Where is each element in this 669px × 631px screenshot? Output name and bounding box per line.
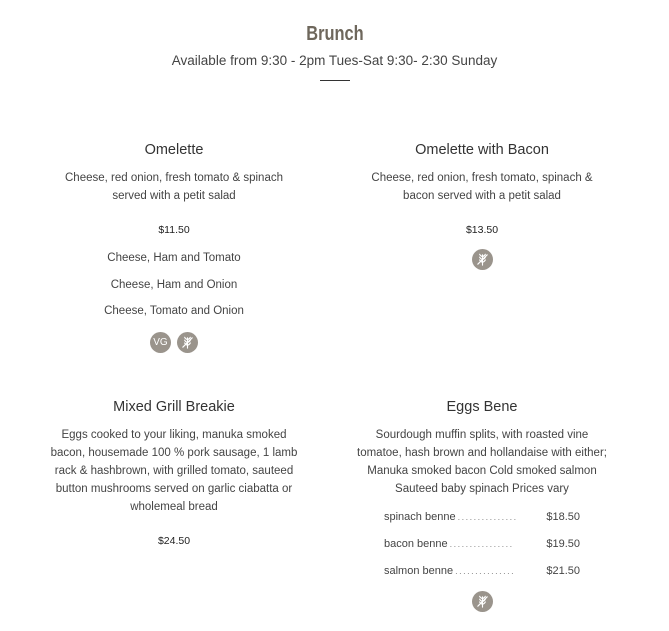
price-list <box>384 510 580 578</box>
menu-item-omelette <box>44 141 304 353</box>
menu-item-omelette-with-bacon <box>352 141 612 270</box>
divider <box>320 80 350 81</box>
price-row: spinach benne ............... $18.50 <box>384 511 580 523</box>
item-description: Eggs cooked to your liking, manuka smoked bacon, housemade 100 % pork sausage, 1 lamb rack & hashbrown, with grilled tomato, sauteed button mushrooms served on garlic ciabatta or wholemeal bread <box>50 429 298 513</box>
item-name: Omelette with Bacon <box>415 142 549 158</box>
price-row: bacon benne ................ $19.50 <box>384 538 580 550</box>
variant-list <box>44 251 304 318</box>
dietary-badges <box>352 591 612 612</box>
menu-item-mixed-grill-breakie <box>44 398 304 548</box>
dietary-badges <box>44 332 304 353</box>
gluten-free-icon <box>472 591 493 612</box>
section-title: Brunch <box>305 23 364 45</box>
availability-text: Available from 9:30 - 2pm Tues-Sat 9:30- 2:30 Sunday <box>171 53 498 68</box>
item-price: $24.50 <box>157 535 191 547</box>
variant: Cheese, Tomato and Onion <box>104 305 244 317</box>
price-row: salmon benne ............... $21.50 <box>384 565 580 577</box>
item-name: Omelette <box>144 142 204 158</box>
item-description: Cheese, red onion, fresh tomato & spinach served with a petit salad <box>65 172 283 202</box>
item-price: $13.50 <box>465 224 499 236</box>
item-name: Eggs Bene <box>446 399 518 415</box>
variant: Cheese, Ham and Onion <box>110 278 238 291</box>
variant: Cheese, Ham and Tomato <box>107 252 241 264</box>
menu-header <box>0 22 669 81</box>
menu-item-eggs-bene <box>352 398 612 612</box>
gluten-free-icon <box>472 249 493 270</box>
item-description: Cheese, red onion, fresh tomato, spinach & bacon served with a petit salad <box>371 172 593 202</box>
gluten-free-icon <box>177 332 198 353</box>
item-price: $11.50 <box>158 224 190 236</box>
vegan-icon: VG <box>150 332 171 353</box>
item-name: Mixed Grill Breakie <box>113 399 235 415</box>
dietary-badges <box>352 249 612 270</box>
item-description: Sourdough muffin splits, with roasted vine tomatoe, hash brown and hollandaise with either; Manuka smoked bacon Cold smoked salmon Sauteed baby spinach Prices vary <box>357 429 607 495</box>
